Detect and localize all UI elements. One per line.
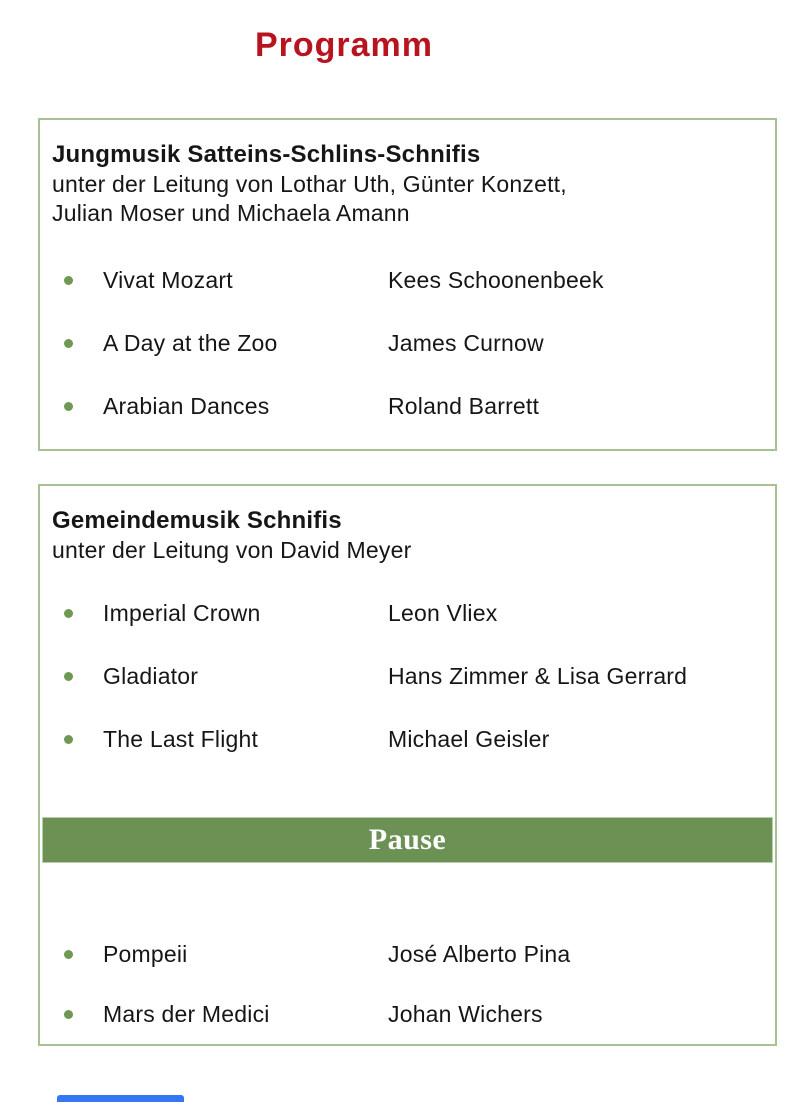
piece-title: The Last Flight — [103, 725, 259, 752]
piece-list — [40, 940, 775, 1028]
program-item — [64, 329, 775, 357]
composer-name: Roland Barrett — [388, 392, 540, 419]
program-item — [64, 599, 775, 627]
bullet-icon — [64, 672, 73, 681]
bullet-icon — [64, 735, 73, 744]
ensemble-name: Jungmusik Satteins-Schlins-Schnifis — [52, 141, 481, 168]
program-item — [64, 662, 775, 690]
program-item — [64, 940, 775, 968]
conductor-line: unter der Leitung von David Meyer — [52, 537, 412, 563]
piece-title: Vivat Mozart — [103, 266, 233, 293]
bullet-icon — [64, 402, 73, 411]
program-item — [64, 392, 775, 420]
piece-title: Arabian Dances — [103, 392, 270, 419]
ensemble-name: Gemeindemusik Schnifis — [52, 507, 342, 534]
bullet-icon — [64, 339, 73, 348]
piece-list — [40, 599, 775, 753]
program-item — [64, 266, 775, 294]
section-header — [52, 506, 759, 565]
piece-list — [40, 266, 775, 420]
composer-name: James Curnow — [388, 329, 544, 356]
piece-title: A Day at the Zoo — [103, 329, 278, 356]
scroll-indicator-bar[interactable] — [57, 1095, 184, 1102]
section-header — [52, 140, 759, 228]
conductor-line: unter der Leitung von Lothar Uth, Günter Konzett, — [52, 171, 567, 197]
bullet-icon — [64, 950, 73, 959]
composer-name: Hans Zimmer & Lisa Gerrard — [388, 662, 688, 689]
bullet-icon — [64, 276, 73, 285]
piece-title: Mars der Medici — [103, 1000, 270, 1027]
bullet-icon — [64, 1010, 73, 1019]
piece-title: Pompeii — [103, 940, 188, 967]
section-gemeindemusik — [38, 484, 777, 1046]
section-jungmusik — [38, 118, 777, 451]
piece-title: Imperial Crown — [103, 599, 261, 626]
composer-name: Michael Geisler — [388, 725, 550, 752]
piece-title: Gladiator — [103, 662, 199, 689]
composer-name: Johan Wichers — [388, 1000, 543, 1027]
pause-banner: Pause — [42, 817, 773, 863]
bullet-icon — [64, 609, 73, 618]
page-title: Programm — [254, 26, 434, 64]
composer-name: Leon Vliex — [388, 599, 498, 626]
composer-name: José Alberto Pina — [388, 940, 571, 967]
composer-name: Kees Schoonenbeek — [388, 266, 604, 293]
program-item — [64, 1000, 775, 1028]
conductor-line: Julian Moser und Michaela Amann — [52, 200, 410, 226]
program-item — [64, 725, 775, 753]
